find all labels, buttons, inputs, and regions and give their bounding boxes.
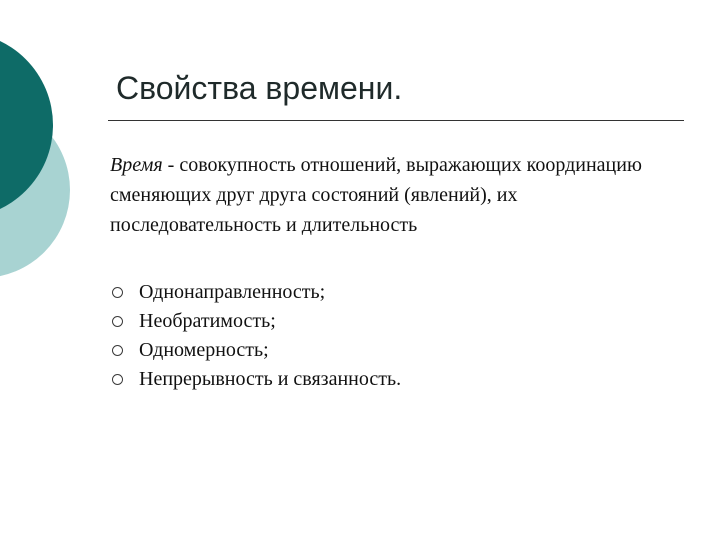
properties-list xyxy=(112,278,401,394)
title-underline xyxy=(108,120,684,121)
circle-bullet-icon xyxy=(112,287,123,298)
list-item xyxy=(112,278,401,307)
list-item xyxy=(112,336,401,365)
circle-bullet-icon xyxy=(112,374,123,385)
circle-bullet-icon xyxy=(112,345,123,356)
list-item xyxy=(112,307,401,336)
list-item-text: Однонаправленность; xyxy=(139,281,326,303)
definition-text: - совокупность отношений, выражающих координацию сменяющих друг друга состояний (явлений), их последовательность и длительность xyxy=(110,154,642,236)
slide-title: Свойства времени. xyxy=(116,70,403,106)
list-item-text: Одномерность; xyxy=(139,339,269,361)
decorative-circles xyxy=(0,0,90,300)
circle-bullet-icon xyxy=(112,316,123,327)
list-item-text: Непрерывность и связанность. xyxy=(139,368,402,390)
list-item-text: Необратимость; xyxy=(139,310,276,332)
definition-term: Время xyxy=(110,154,163,176)
list-item xyxy=(112,365,401,394)
definition-paragraph xyxy=(110,150,690,240)
